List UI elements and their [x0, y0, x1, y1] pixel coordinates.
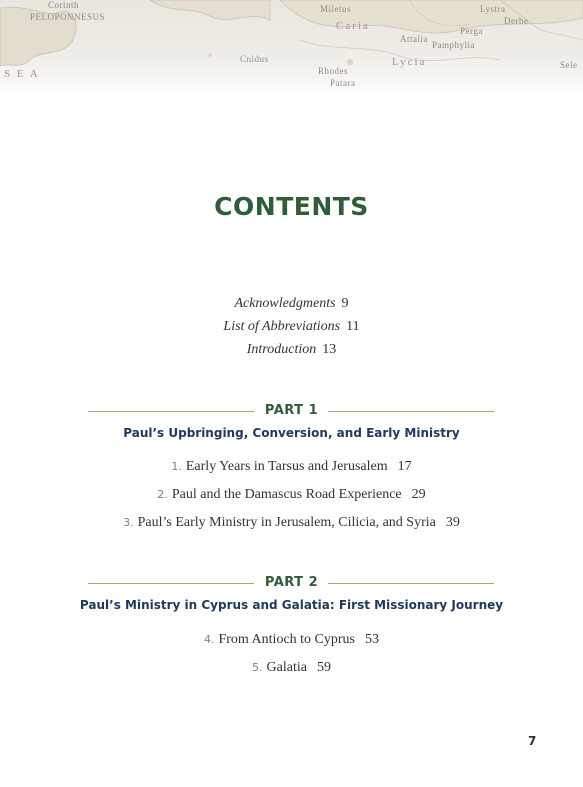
map-label: Lystra	[480, 4, 506, 14]
chapter-page: 39	[445, 515, 460, 530]
map-label: Lycia	[392, 56, 427, 68]
page-number: 7	[528, 734, 537, 748]
toc-entry-chapter[interactable]	[0, 660, 583, 676]
chapter-page: 53	[365, 632, 379, 647]
chapter-number: 5.	[252, 661, 263, 674]
map-label: Sele	[560, 60, 578, 70]
map-label: Corinth	[48, 0, 80, 10]
map-label: Derbe	[504, 16, 529, 26]
map-label: Perga	[460, 26, 483, 36]
part-title: Paul’s Upbringing, Conversion, and Early Ministry	[123, 426, 460, 440]
page-title: CONTENTS	[214, 192, 369, 221]
map-label: Pamphylia	[432, 40, 475, 50]
entry-page: 9	[341, 296, 349, 311]
chapter-number: 2.	[157, 488, 168, 501]
map-label: Cnidus	[240, 54, 269, 64]
chapter-title: Paul’s Early Ministry in Jerusalem, Cilicia, and Syria	[137, 515, 436, 530]
toc-entry-front-matter[interactable]	[0, 296, 583, 312]
map-label: PELOPONNESUS	[30, 12, 106, 22]
entry-page: 11	[346, 319, 360, 334]
entry-title: List of Abbreviations	[223, 319, 341, 334]
chapter-page: 29	[411, 487, 426, 502]
map-label: S E A	[4, 68, 40, 80]
map-label: Miletus	[320, 4, 352, 14]
entry-title: Acknowledgments	[234, 296, 336, 311]
map-label: Patara	[330, 78, 356, 88]
part-label: PART 1	[264, 403, 319, 418]
toc-entry-front-matter[interactable]	[0, 319, 583, 335]
map-label: Caria	[336, 20, 370, 32]
part-label: PART 2	[264, 575, 319, 590]
part-title: Paul’s Ministry in Cyprus and Galatia: First Missionary Journey	[79, 598, 504, 612]
map-banner	[0, 0, 583, 92]
toc-entry-chapter[interactable]	[0, 459, 583, 475]
map-label: Attalia	[400, 34, 428, 44]
entry-title: Introduction	[246, 342, 317, 357]
chapter-page: 59	[316, 660, 331, 675]
chapter-title: Paul and the Damascus Road Experience	[171, 487, 402, 502]
chapter-page: 17	[397, 459, 412, 474]
chapter-number: 1.	[171, 460, 182, 473]
chapter-title: From Antioch to Cyprus	[218, 632, 355, 647]
entry-page: 13	[322, 342, 337, 357]
chapter-title: Early Years in Tarsus and Jerusalem	[185, 459, 388, 474]
toc-entry-front-matter[interactable]	[0, 342, 583, 358]
toc-entry-chapter[interactable]	[0, 632, 583, 648]
chapter-number: 3.	[123, 516, 134, 529]
chapter-number: 4.	[203, 633, 215, 646]
toc-entry-chapter[interactable]	[0, 515, 583, 531]
chapter-title: Galatia	[266, 660, 307, 675]
toc-entry-chapter[interactable]	[0, 487, 583, 503]
map-label: Rhodes	[318, 66, 348, 76]
